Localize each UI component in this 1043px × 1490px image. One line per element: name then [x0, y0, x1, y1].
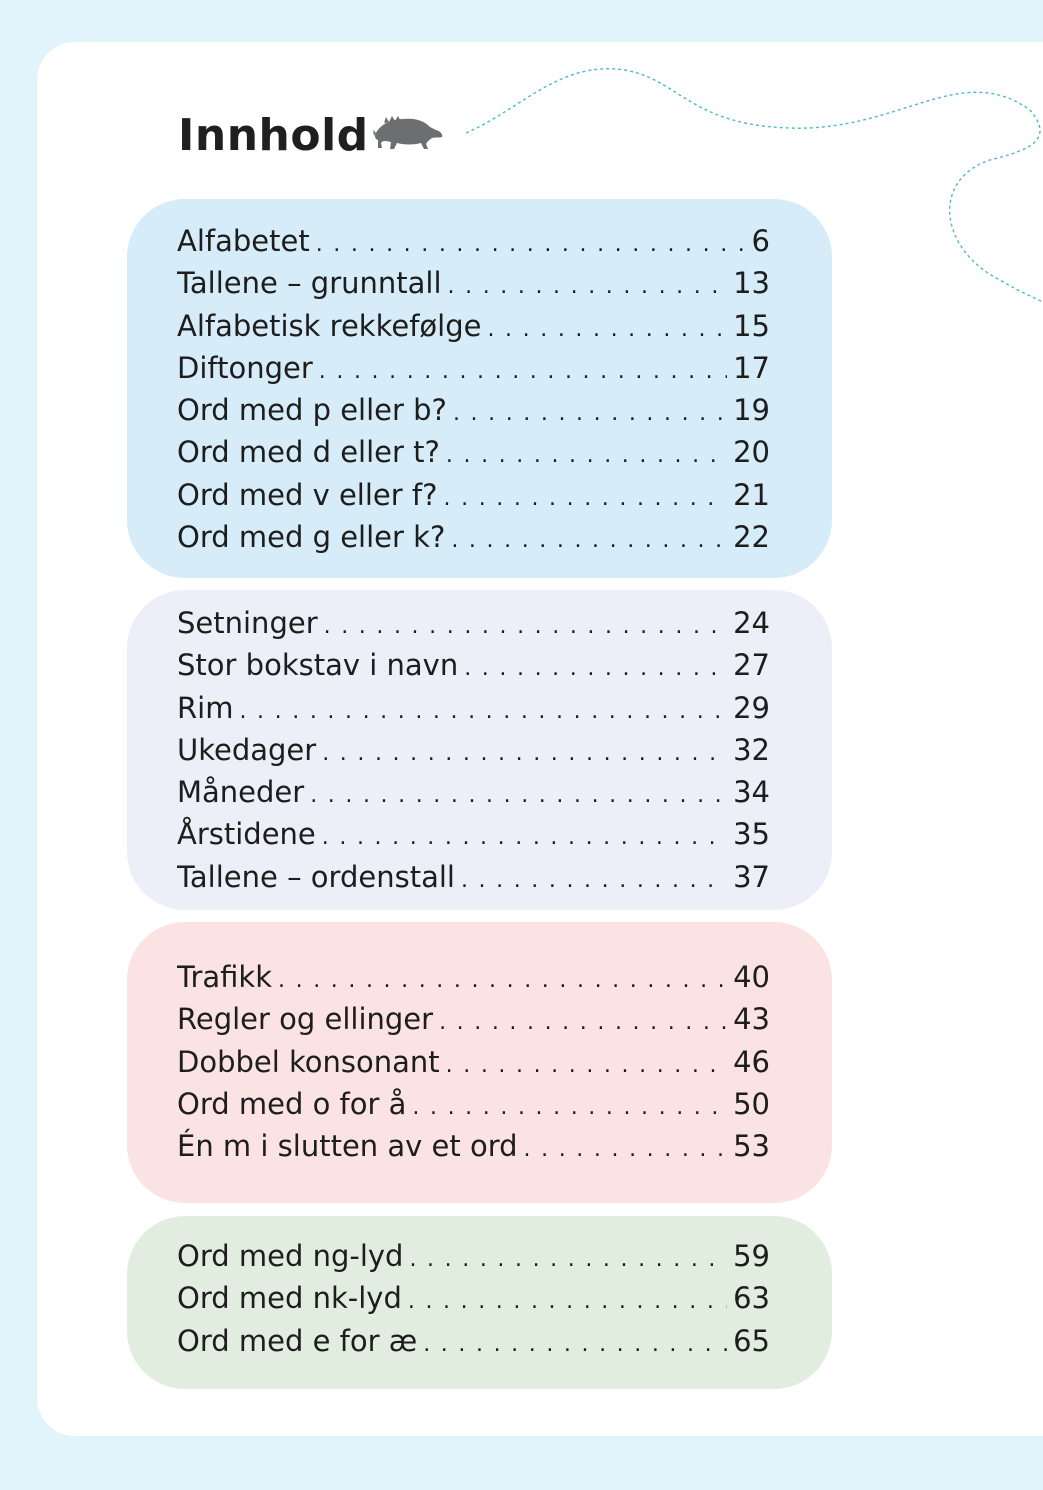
- dot-leader: [278, 960, 727, 998]
- dot-leader: [322, 733, 727, 771]
- dot-leader: [448, 266, 728, 304]
- toc-entry[interactable]: [177, 1320, 770, 1362]
- toc-entry[interactable]: [177, 262, 770, 304]
- dot-leader: [412, 1087, 727, 1125]
- dot-leader: [423, 1324, 727, 1362]
- toc-entry-page: 53: [733, 1129, 770, 1164]
- toc-entry[interactable]: [177, 474, 770, 516]
- toc-entry-page: 34: [733, 775, 770, 810]
- boar-icon: [372, 113, 444, 153]
- dot-leader: [444, 478, 728, 516]
- dot-leader: [316, 224, 746, 262]
- toc-entry-page: 37: [733, 859, 770, 894]
- toc-entry[interactable]: [177, 347, 770, 389]
- dot-leader: [439, 1002, 727, 1040]
- toc-entry-label: Trafikk: [177, 960, 273, 994]
- toc-section-1: [127, 199, 832, 578]
- toc-entry-label: Ord med p eller b?: [177, 393, 447, 428]
- toc-entry-label: Én m i slutten av et ord: [177, 1129, 518, 1164]
- toc-entry[interactable]: [177, 516, 770, 558]
- toc-entry[interactable]: [177, 1041, 770, 1083]
- dot-leader: [239, 691, 727, 729]
- toc-entry[interactable]: [177, 729, 770, 771]
- toc-entry-page: 35: [733, 817, 770, 852]
- dot-leader: [409, 1239, 727, 1277]
- dot-leader: [487, 309, 727, 347]
- toc-entry-label: Ukedager: [177, 732, 317, 767]
- toc-entry[interactable]: [177, 771, 770, 813]
- toc-entry-label: Tallene – ordenstall: [177, 859, 455, 894]
- toc-entry-page: 17: [733, 350, 770, 385]
- toc-entry-page: 46: [733, 1044, 770, 1079]
- toc-entry[interactable]: [177, 813, 770, 855]
- toc-entry-page: 65: [733, 1323, 770, 1358]
- toc-entry-page: 32: [733, 732, 770, 767]
- dot-leader: [464, 648, 727, 686]
- toc-entry-label: Årstidene: [177, 817, 316, 852]
- dot-leader: [453, 393, 727, 431]
- toc-entry[interactable]: [177, 389, 770, 431]
- toc-entry-page: 13: [733, 266, 770, 301]
- toc-entry-page: 43: [733, 1002, 770, 1037]
- toc-entry-label: Ord med e for æ: [177, 1323, 418, 1358]
- toc-entry-page: 21: [733, 477, 770, 512]
- toc-entry[interactable]: [177, 431, 770, 473]
- toc-entry-page: 22: [733, 520, 770, 555]
- toc-entry-page: 27: [733, 648, 770, 683]
- toc-entry-label: Diftonger: [177, 350, 313, 385]
- toc-entry-label: Alfabetisk rekkefølge: [177, 308, 482, 343]
- toc-entry-label: Setninger: [177, 606, 318, 640]
- toc-section-4: [127, 1216, 832, 1389]
- toc-entry-label: Ord med o for å: [177, 1086, 407, 1121]
- dot-leader: [408, 1281, 727, 1319]
- toc-section-3: [127, 922, 832, 1203]
- toc-entry-label: Regler og ellinger: [177, 1002, 434, 1037]
- toc-entry[interactable]: [177, 1083, 770, 1125]
- toc-entry-page: 19: [733, 393, 770, 428]
- dot-leader: [446, 435, 727, 473]
- toc-entry-label: Ord med g eller k?: [177, 520, 446, 555]
- toc-entry-label: Stor bokstav i navn: [177, 648, 459, 683]
- toc-entry-label: Ord med nk-lyd: [177, 1281, 402, 1316]
- dot-leader: [319, 351, 727, 389]
- toc-section-2: [127, 590, 832, 910]
- toc-entry-label: Alfabetet: [177, 224, 310, 258]
- toc-entry-page: 29: [733, 690, 770, 725]
- toc-entry-page: 15: [733, 308, 770, 343]
- toc-entry[interactable]: [177, 956, 770, 998]
- toc-entry-page: 59: [733, 1239, 770, 1273]
- toc-entry[interactable]: [177, 856, 770, 898]
- dot-leader: [324, 606, 727, 644]
- toc-entry-label: Tallene – grunntall: [177, 266, 442, 301]
- dot-leader: [524, 1129, 728, 1167]
- toc-entry-page: 20: [733, 435, 770, 470]
- toc-entry[interactable]: [177, 1277, 770, 1319]
- toc-entry-label: Ord med ng-lyd: [177, 1239, 404, 1273]
- toc-entry[interactable]: [177, 644, 770, 686]
- dot-leader: [461, 860, 727, 898]
- toc-entry[interactable]: [177, 602, 770, 644]
- toc-entry-page: 63: [733, 1281, 770, 1316]
- dot-leader: [451, 520, 727, 558]
- toc-entry[interactable]: [177, 220, 770, 262]
- toc-entry-page: 24: [733, 606, 770, 640]
- toc-entry-page: 50: [733, 1086, 770, 1121]
- toc-entry[interactable]: [177, 1235, 770, 1277]
- page-title: Innhold: [178, 110, 369, 161]
- toc-entry-label: Rim: [177, 690, 234, 725]
- toc-entry-page: 40: [733, 960, 770, 994]
- toc-entry-label: Måneder: [177, 775, 305, 810]
- dot-leader: [446, 1045, 727, 1083]
- dot-leader: [322, 817, 727, 855]
- toc-entry[interactable]: [177, 687, 770, 729]
- toc-entry[interactable]: [177, 1125, 770, 1167]
- toc-entry-label: Dobbel konsonant: [177, 1044, 440, 1079]
- toc-entry-label: Ord med d eller t?: [177, 435, 440, 470]
- toc-entry-label: Ord med v eller f?: [177, 477, 438, 512]
- toc-entry[interactable]: [177, 998, 770, 1040]
- toc-entry[interactable]: [177, 305, 770, 347]
- toc-entry-page: 6: [751, 224, 770, 258]
- dot-leader: [310, 775, 727, 813]
